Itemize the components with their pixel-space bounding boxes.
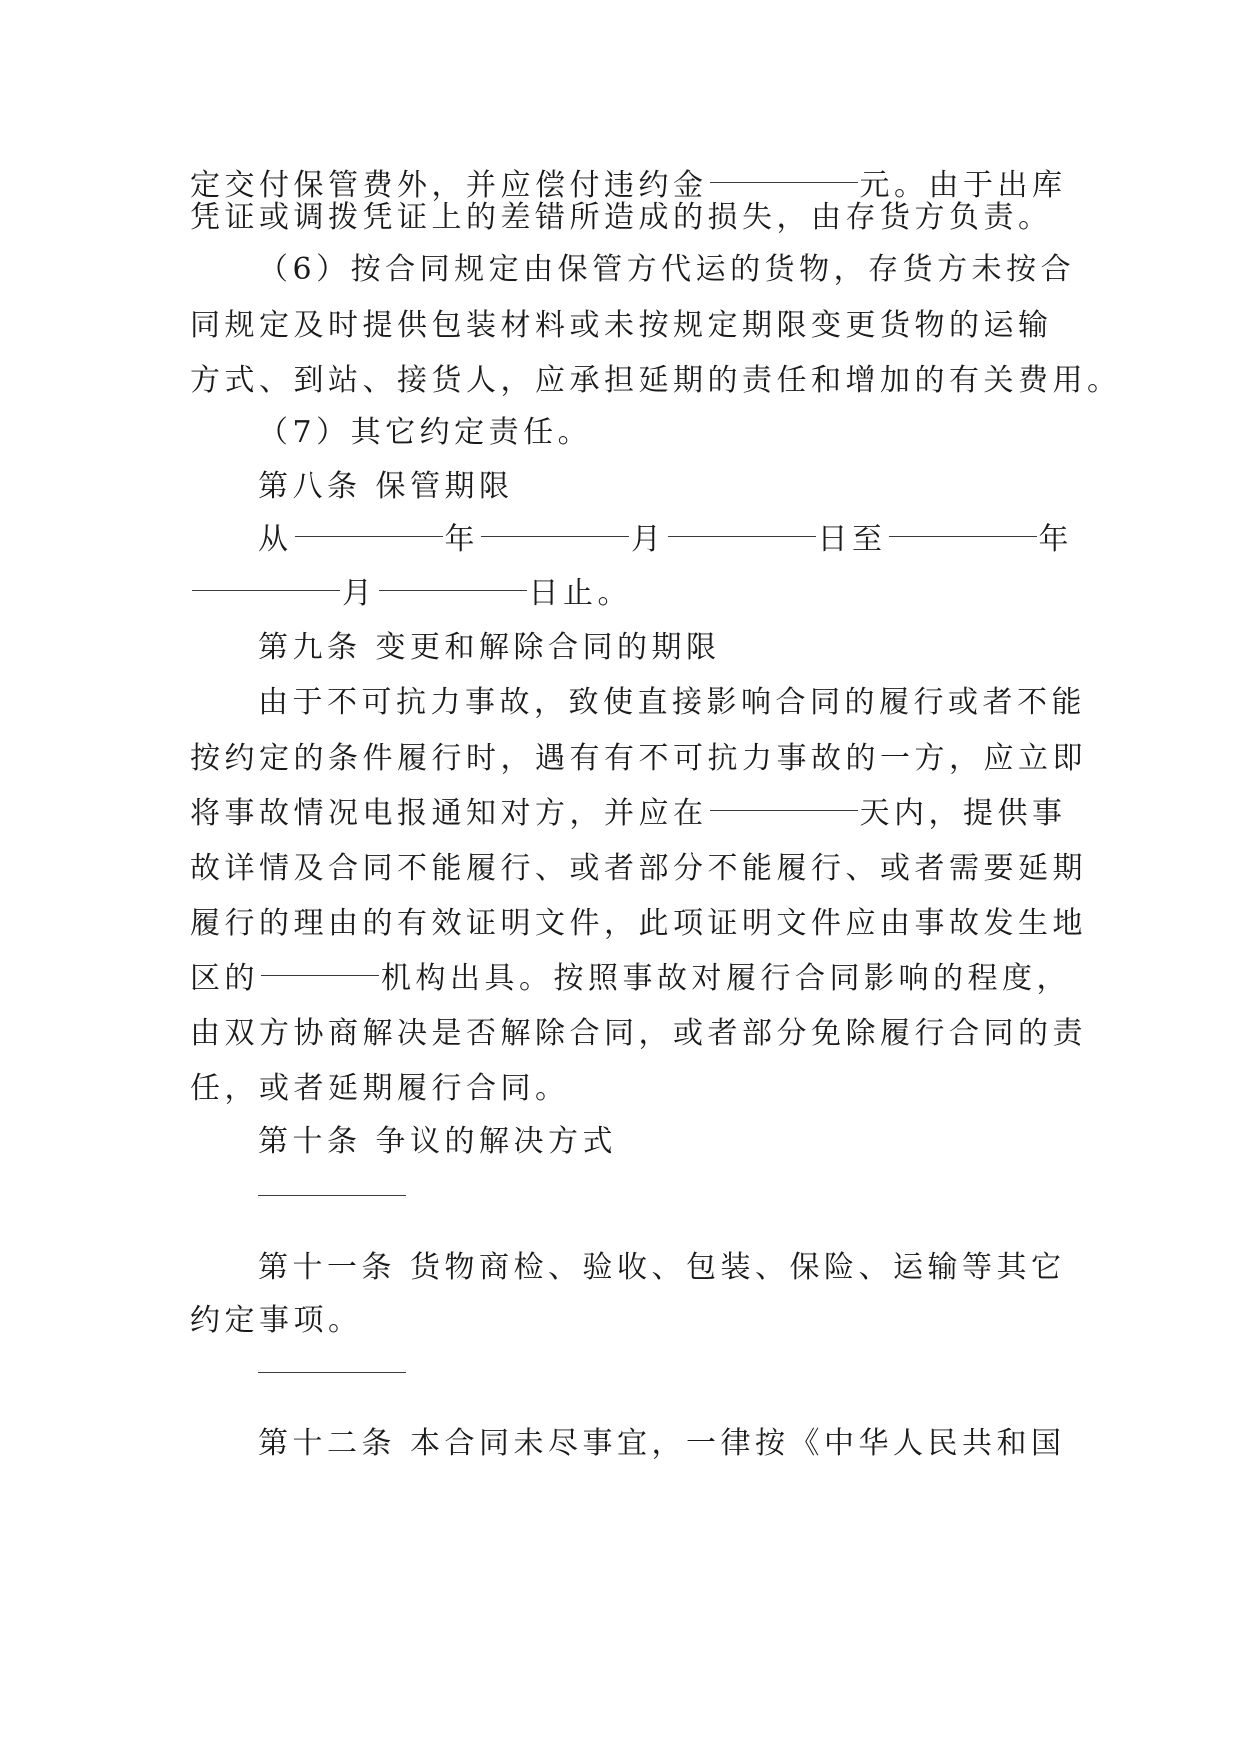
- text-segment: 凭证或调拨凭证上的差错所造成的损失，由存货方负责。: [190, 200, 1053, 235]
- text-segment: 年: [1038, 522, 1073, 557]
- text-segment: 方式、到站、接货人，应承担延期的责任和增加的有关费用。: [190, 363, 1122, 398]
- text-segment: 同规定及时提供包装材料或未按规定期限变更货物的运输: [190, 308, 1053, 343]
- text-segment: 第八条 保管期限: [258, 469, 514, 504]
- text-line: [190, 189, 1053, 247]
- days-blank: [710, 809, 858, 811]
- day-blank: [668, 535, 816, 537]
- text-segment: 约定事项。: [190, 1303, 363, 1338]
- text-segment: 日止。: [528, 576, 632, 611]
- date-range-line-end: [190, 565, 1050, 623]
- text-segment: 第十条 争议的解决方式: [258, 1124, 618, 1159]
- text-line: [190, 352, 1122, 410]
- month-blank: [481, 535, 629, 537]
- text-segment: 天内，提供事: [859, 796, 1067, 831]
- clause-6: [258, 241, 1076, 299]
- fill-blank: [258, 1372, 406, 1373]
- text-line: [190, 785, 1067, 843]
- text-segment: 履行的理由的有效证明文件，此项证明文件应由事故发生地: [190, 906, 1087, 941]
- text-line: [190, 1292, 1050, 1350]
- text-line: [190, 950, 1071, 1008]
- text-segment: 由双方协商解决是否解除合同，或者部分免除履行合同的责: [190, 1016, 1087, 1051]
- text-segment: 任，或者延期履行合同。: [190, 1071, 570, 1106]
- agency-blank: [261, 974, 379, 976]
- text-segment: （6）按合同规定由保管方代运的货物，存货方未按合: [258, 252, 1076, 287]
- article-9-heading: [258, 619, 1050, 677]
- text-line: [190, 840, 1087, 898]
- text-line: [190, 297, 1053, 355]
- article-8-heading: [258, 458, 1050, 516]
- text-segment: 月: [342, 576, 377, 611]
- text-segment: 机构出具。按照事故对履行合同影响的程度，: [381, 961, 1071, 996]
- text-line: [258, 674, 1086, 732]
- text-segment: 年: [444, 522, 479, 557]
- article-10-heading: [258, 1113, 1050, 1171]
- text-segment: 将事故情况电报通知对方，并应在: [190, 796, 708, 831]
- date-range-line: [258, 511, 1073, 569]
- day-blank: [379, 589, 527, 591]
- text-segment: 区的: [190, 961, 259, 996]
- text-line: [190, 895, 1087, 953]
- fill-blank: [258, 1195, 406, 1196]
- text-segment: （7）其它约定责任。: [258, 415, 593, 450]
- text-segment: 从: [258, 522, 293, 557]
- clause-7: [258, 404, 1050, 462]
- article-12-heading: [258, 1415, 1066, 1473]
- text-segment: 第九条 变更和解除合同的期限: [258, 630, 721, 665]
- year-blank: [295, 535, 443, 537]
- article-11-heading: [258, 1239, 1066, 1297]
- text-line: [190, 1005, 1087, 1063]
- text-segment: 故详情及合同不能履行、或者部分不能履行、或者需要延期: [190, 851, 1087, 886]
- text-line: [190, 730, 1087, 788]
- year-blank: [889, 535, 1037, 537]
- month-blank: [192, 589, 340, 591]
- text-segment: 元。由于出库: [859, 168, 1067, 203]
- fill-blank: [710, 181, 858, 183]
- text-segment: 由于不可抗力事故，致使直接影响合同的履行或者不能: [258, 685, 1086, 720]
- text-line: [190, 1060, 1050, 1118]
- text-segment: 第十一条 货物商检、验收、包装、保险、运输等其它: [258, 1250, 1066, 1285]
- text-segment: 月: [631, 522, 666, 557]
- text-segment: 按约定的条件履行时，遇有有不可抗力事故的一方，应立即: [190, 741, 1087, 776]
- text-segment: 日至: [817, 522, 887, 557]
- text-segment: 定交付保管费外，并应偿付违约金: [190, 168, 708, 203]
- text-segment: 第十二条 本合同未尽事宜，一律按《中华人民共和国: [258, 1426, 1066, 1461]
